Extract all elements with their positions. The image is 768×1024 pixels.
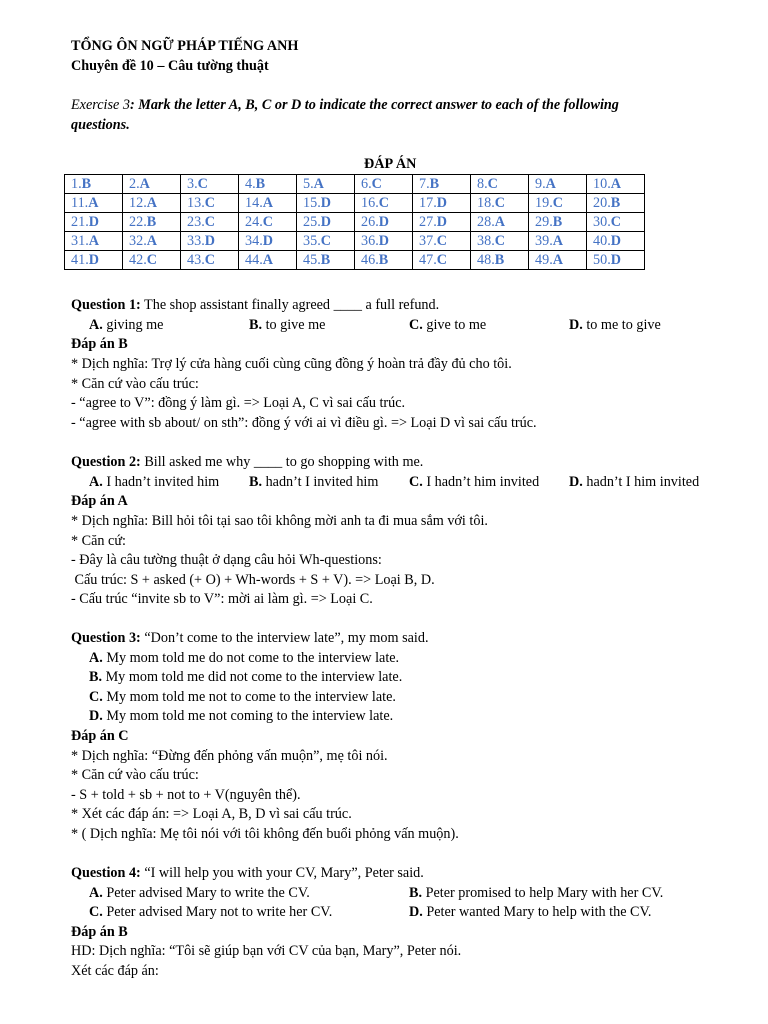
q3-option-c: C. My mom told me not to come to the interview late. (89, 689, 396, 705)
answer-key-cell (297, 213, 355, 232)
answer-key-cell (297, 175, 355, 194)
answer-letter: B (146, 214, 157, 230)
q4-note: Xét các đáp án: (71, 963, 159, 979)
answer-number: 9. (535, 176, 546, 192)
answer-key-row (65, 213, 645, 232)
answer-key-cell (123, 175, 181, 194)
q3-option-a: A. My mom told me do not come to the interview late. (89, 650, 400, 666)
answer-number: 3. (187, 176, 198, 192)
answer-number: 25. (303, 214, 321, 230)
answer-number: 41. (71, 252, 89, 268)
answer-number: 42. (129, 252, 147, 268)
question-3 (71, 629, 429, 647)
answer-number: 11. (71, 195, 89, 211)
q4-answer: Đáp án B (71, 924, 128, 940)
doc-subtitle: Chuyên đề 10 – Câu tường thuật (71, 58, 269, 74)
q2-note: * Căn cứ: (71, 533, 126, 549)
q1-note: - “agree with sb about/ on sth”: đồng ý với ai vì điều gì. => Loại D vì sai cấu trúc. (71, 415, 537, 431)
answer-letter: C (494, 233, 505, 249)
q2-note: Cấu trúc: S + asked (+ O) + Wh-words + S + V). => Loại B, D. (71, 572, 435, 588)
answer-key-cell (65, 251, 123, 270)
answer-letter: D (610, 252, 621, 268)
answer-key-cell (181, 251, 239, 270)
answer-key-cell (413, 194, 471, 213)
answer-key-cell (413, 175, 471, 194)
answer-key-cell (181, 175, 239, 194)
q4-note: HD: Dịch nghĩa: “Tôi sẽ giúp bạn với CV của bạn, Mary”, Peter nói. (71, 943, 462, 959)
answer-key-cell (65, 213, 123, 232)
answer-letter: C (197, 176, 208, 192)
answer-number: 8. (477, 176, 488, 192)
answer-letter: D (378, 233, 389, 249)
answer-number: 23. (187, 214, 205, 230)
answer-letter: C (552, 195, 563, 211)
answer-number: 38. (477, 233, 495, 249)
answer-key-title: ĐÁP ÁN (364, 156, 417, 172)
answer-key-cell (471, 175, 529, 194)
answer-number: 10. (593, 176, 611, 192)
q1-option-a: A. giving me (89, 317, 164, 333)
answer-key-cell (529, 251, 587, 270)
answer-key-cell (297, 251, 355, 270)
answer-letter: C (487, 176, 498, 192)
q4-option-b: B. Peter promised to help Mary with her CV. (409, 885, 664, 901)
answer-key-cell (181, 194, 239, 213)
answer-letter: D (436, 214, 447, 230)
q2-note: * Dịch nghĩa: Bill hỏi tôi tại sao tôi không mời anh ta đi mua sắm với tôi. (71, 513, 488, 529)
q2-option-c: C. I hadn’t him invited (409, 474, 540, 490)
answer-number: 40. (593, 233, 611, 249)
q3-answer: Đáp án C (71, 728, 129, 744)
q4-option-c: C. Peter advised Mary not to write her CV. (89, 904, 333, 920)
answer-number: 32. (129, 233, 147, 249)
q2-answer: Đáp án A (71, 493, 128, 509)
question-3-text: “Don’t come to the interview late”, my mom said. (140, 630, 429, 646)
answer-number: 17. (419, 195, 437, 211)
q3-option-d: D. My mom told me not coming to the interview late. (89, 708, 394, 724)
answer-number: 31. (71, 233, 89, 249)
answer-key-row (65, 175, 645, 194)
answer-key-cell (587, 175, 645, 194)
q1-note: - “agree to V”: đồng ý làm gì. => Loại A, C vì sai cấu trúc. (71, 395, 406, 411)
answer-number: 14. (245, 195, 263, 211)
answer-letter: A (262, 252, 273, 268)
question-2-label: Question 2: (71, 454, 141, 470)
answer-letter: C (204, 195, 215, 211)
doc-title: TỔNG ÔN NGỮ PHÁP TIẾNG ANH (71, 38, 299, 54)
answer-letter: D (88, 252, 99, 268)
answer-key-cell (529, 232, 587, 251)
answer-number: 30. (593, 214, 611, 230)
answer-number: 22. (129, 214, 147, 230)
answer-number: 33. (187, 233, 205, 249)
answer-key-cell (471, 213, 529, 232)
answer-key-cell (587, 232, 645, 251)
answer-number: 34. (245, 233, 263, 249)
answer-number: 48. (477, 252, 495, 268)
question-2 (71, 453, 423, 471)
answer-letter: A (88, 233, 99, 249)
answer-key-row (65, 251, 645, 270)
answer-number: 49. (535, 252, 553, 268)
question-1-text: The shop assistant finally agreed ____ a full refund. (140, 297, 440, 313)
answer-letter: C (320, 233, 331, 249)
answer-number: 36. (361, 233, 379, 249)
answer-key-row (65, 232, 645, 251)
answer-key-cell (65, 232, 123, 251)
answer-number: 37. (419, 233, 437, 249)
question-3-label: Question 3: (71, 630, 141, 646)
answer-key-cell (239, 232, 297, 251)
question-1-label: Question 1: (71, 297, 141, 313)
answer-number: 45. (303, 252, 321, 268)
answer-key-cell (355, 175, 413, 194)
answer-letter: B (610, 195, 621, 211)
answer-letter: D (436, 195, 447, 211)
answer-letter: B (494, 252, 505, 268)
answer-key-table (64, 174, 645, 270)
answer-number: 46. (361, 252, 379, 268)
answer-letter: C (262, 214, 273, 230)
answer-letter: A (146, 195, 157, 211)
answer-key-cell (471, 194, 529, 213)
q1-option-d: D. to me to give (569, 317, 661, 333)
answer-key-cell (587, 251, 645, 270)
answer-letter: A (146, 233, 157, 249)
answer-letter: C (610, 214, 621, 230)
q3-note: * Xét các đáp án: => Loại A, B, D vì sai cấu trúc. (71, 806, 352, 822)
answer-number: 18. (477, 195, 495, 211)
q2-note: - Đây là câu tường thuật ở dạng câu hỏi Wh-questions: (71, 552, 382, 568)
answer-number: 6. (361, 176, 372, 192)
answer-letter: A (494, 214, 505, 230)
answer-letter: D (88, 214, 99, 230)
answer-key-cell (587, 194, 645, 213)
answer-letter: C (436, 233, 447, 249)
answer-key-cell (529, 194, 587, 213)
exercise-instruction-cont: questions. (71, 117, 130, 133)
answer-key-cell (65, 194, 123, 213)
answer-letter: D (378, 214, 389, 230)
answer-key-cell (471, 251, 529, 270)
answer-letter: A (262, 195, 273, 211)
answer-key-cell (355, 194, 413, 213)
answer-letter: C (204, 214, 215, 230)
answer-key-cell (529, 175, 587, 194)
question-4-text: “I will help you with your CV, Mary”, Peter said. (140, 865, 424, 881)
answer-letter: A (545, 176, 556, 192)
answer-key-cell (587, 213, 645, 232)
answer-key-cell (355, 232, 413, 251)
answer-letter: B (429, 176, 440, 192)
answer-letter: A (88, 195, 99, 211)
answer-letter: B (378, 252, 389, 268)
answer-letter: C (378, 195, 389, 211)
exercise-label: Exercise 3 (71, 97, 130, 113)
answer-key-row (65, 194, 645, 213)
answer-key-cell (355, 213, 413, 232)
q3-option-b: B. My mom told me did not come to the interview late. (89, 669, 403, 685)
q2-option-a: A. I hadn’t invited him (89, 474, 220, 490)
q1-option-b: B. to give me (249, 317, 326, 333)
q4-option-a: A. Peter advised Mary to write the CV. (89, 885, 310, 901)
answer-key-cell (239, 175, 297, 194)
question-2-text: Bill asked me why ____ to go shopping with me. (140, 454, 424, 470)
question-4 (71, 864, 424, 882)
answer-number: 44. (245, 252, 263, 268)
answer-key-cell (239, 251, 297, 270)
question-4-label: Question 4: (71, 865, 141, 881)
answer-key-cell (239, 213, 297, 232)
q3-note: * ( Dịch nghĩa: Mẹ tôi nói với tôi không đến buổi phỏng vấn muộn). (71, 826, 459, 842)
answer-number: 26. (361, 214, 379, 230)
answer-key-cell (413, 232, 471, 251)
answer-letter: B (81, 176, 92, 192)
answer-number: 43. (187, 252, 205, 268)
answer-number: 7. (419, 176, 430, 192)
exercise-heading (71, 96, 619, 114)
answer-number: 27. (419, 214, 437, 230)
q1-note: * Căn cứ vào cấu trúc: (71, 376, 199, 392)
answer-number: 39. (535, 233, 553, 249)
q1-answer: Đáp án B (71, 336, 128, 352)
answer-key-cell (413, 251, 471, 270)
answer-letter: D (204, 233, 215, 249)
answer-letter: B (255, 176, 266, 192)
answer-key-cell (297, 232, 355, 251)
answer-number: 12. (129, 195, 147, 211)
q1-option-c: C. give to me (409, 317, 487, 333)
answer-number: 24. (245, 214, 263, 230)
answer-number: 5. (303, 176, 314, 192)
answer-number: 50. (593, 252, 611, 268)
exercise-instruction: : Mark the letter A, B, C or D to indicate the correct answer to each of the following (129, 97, 619, 113)
answer-key-cell (529, 213, 587, 232)
q3-note: - S + told + sb + not to + V(nguyên thể). (71, 787, 301, 803)
answer-letter: A (610, 176, 621, 192)
question-1 (71, 296, 439, 314)
q2-note: - Cấu trúc “invite sb to V”: mời ai làm gì. => Loại C. (71, 591, 373, 607)
q3-note: * Dịch nghĩa: “Đừng đến phỏng vấn muộn”, mẹ tôi nói. (71, 748, 388, 764)
answer-key-cell (413, 213, 471, 232)
answer-number: 21. (71, 214, 89, 230)
answer-letter: C (204, 252, 215, 268)
answer-number: 19. (535, 195, 553, 211)
answer-letter: A (139, 176, 150, 192)
answer-letter: D (320, 214, 331, 230)
answer-letter: D (262, 233, 273, 249)
answer-letter: D (610, 233, 621, 249)
answer-key-cell (471, 232, 529, 251)
answer-number: 35. (303, 233, 321, 249)
q1-note: * Dịch nghĩa: Trợ lý cửa hàng cuối cùng cũng đồng ý hoàn trả đầy đủ cho tôi. (71, 356, 512, 372)
answer-letter: C (494, 195, 505, 211)
answer-number: 29. (535, 214, 553, 230)
answer-number: 4. (245, 176, 256, 192)
answer-number: 28. (477, 214, 495, 230)
q3-note: * Căn cứ vào cấu trúc: (71, 767, 199, 783)
answer-key-cell (239, 194, 297, 213)
answer-letter: B (320, 252, 331, 268)
answer-key-cell (123, 232, 181, 251)
answer-number: 15. (303, 195, 321, 211)
answer-key-cell (123, 194, 181, 213)
answer-number: 2. (129, 176, 140, 192)
answer-letter: A (552, 252, 563, 268)
answer-key-cell (181, 213, 239, 232)
answer-letter: C (436, 252, 447, 268)
answer-number: 20. (593, 195, 611, 211)
answer-letter: B (552, 214, 563, 230)
answer-number: 16. (361, 195, 379, 211)
answer-key-cell (65, 175, 123, 194)
answer-number: 47. (419, 252, 437, 268)
answer-letter: D (320, 195, 331, 211)
q2-option-b: B. hadn’t I invited him (249, 474, 379, 490)
answer-key-cell (123, 251, 181, 270)
answer-letter: C (146, 252, 157, 268)
answer-key-cell (181, 232, 239, 251)
q4-option-d: D. Peter wanted Mary to help with the CV. (409, 904, 652, 920)
answer-number: 13. (187, 195, 205, 211)
answer-letter: A (552, 233, 563, 249)
answer-key-cell (355, 251, 413, 270)
answer-number: 1. (71, 176, 82, 192)
answer-key-cell (123, 213, 181, 232)
answer-key-cell (297, 194, 355, 213)
q2-option-d: D. hadn’t I him invited (569, 474, 700, 490)
answer-letter: C (371, 176, 382, 192)
answer-letter: A (313, 176, 324, 192)
